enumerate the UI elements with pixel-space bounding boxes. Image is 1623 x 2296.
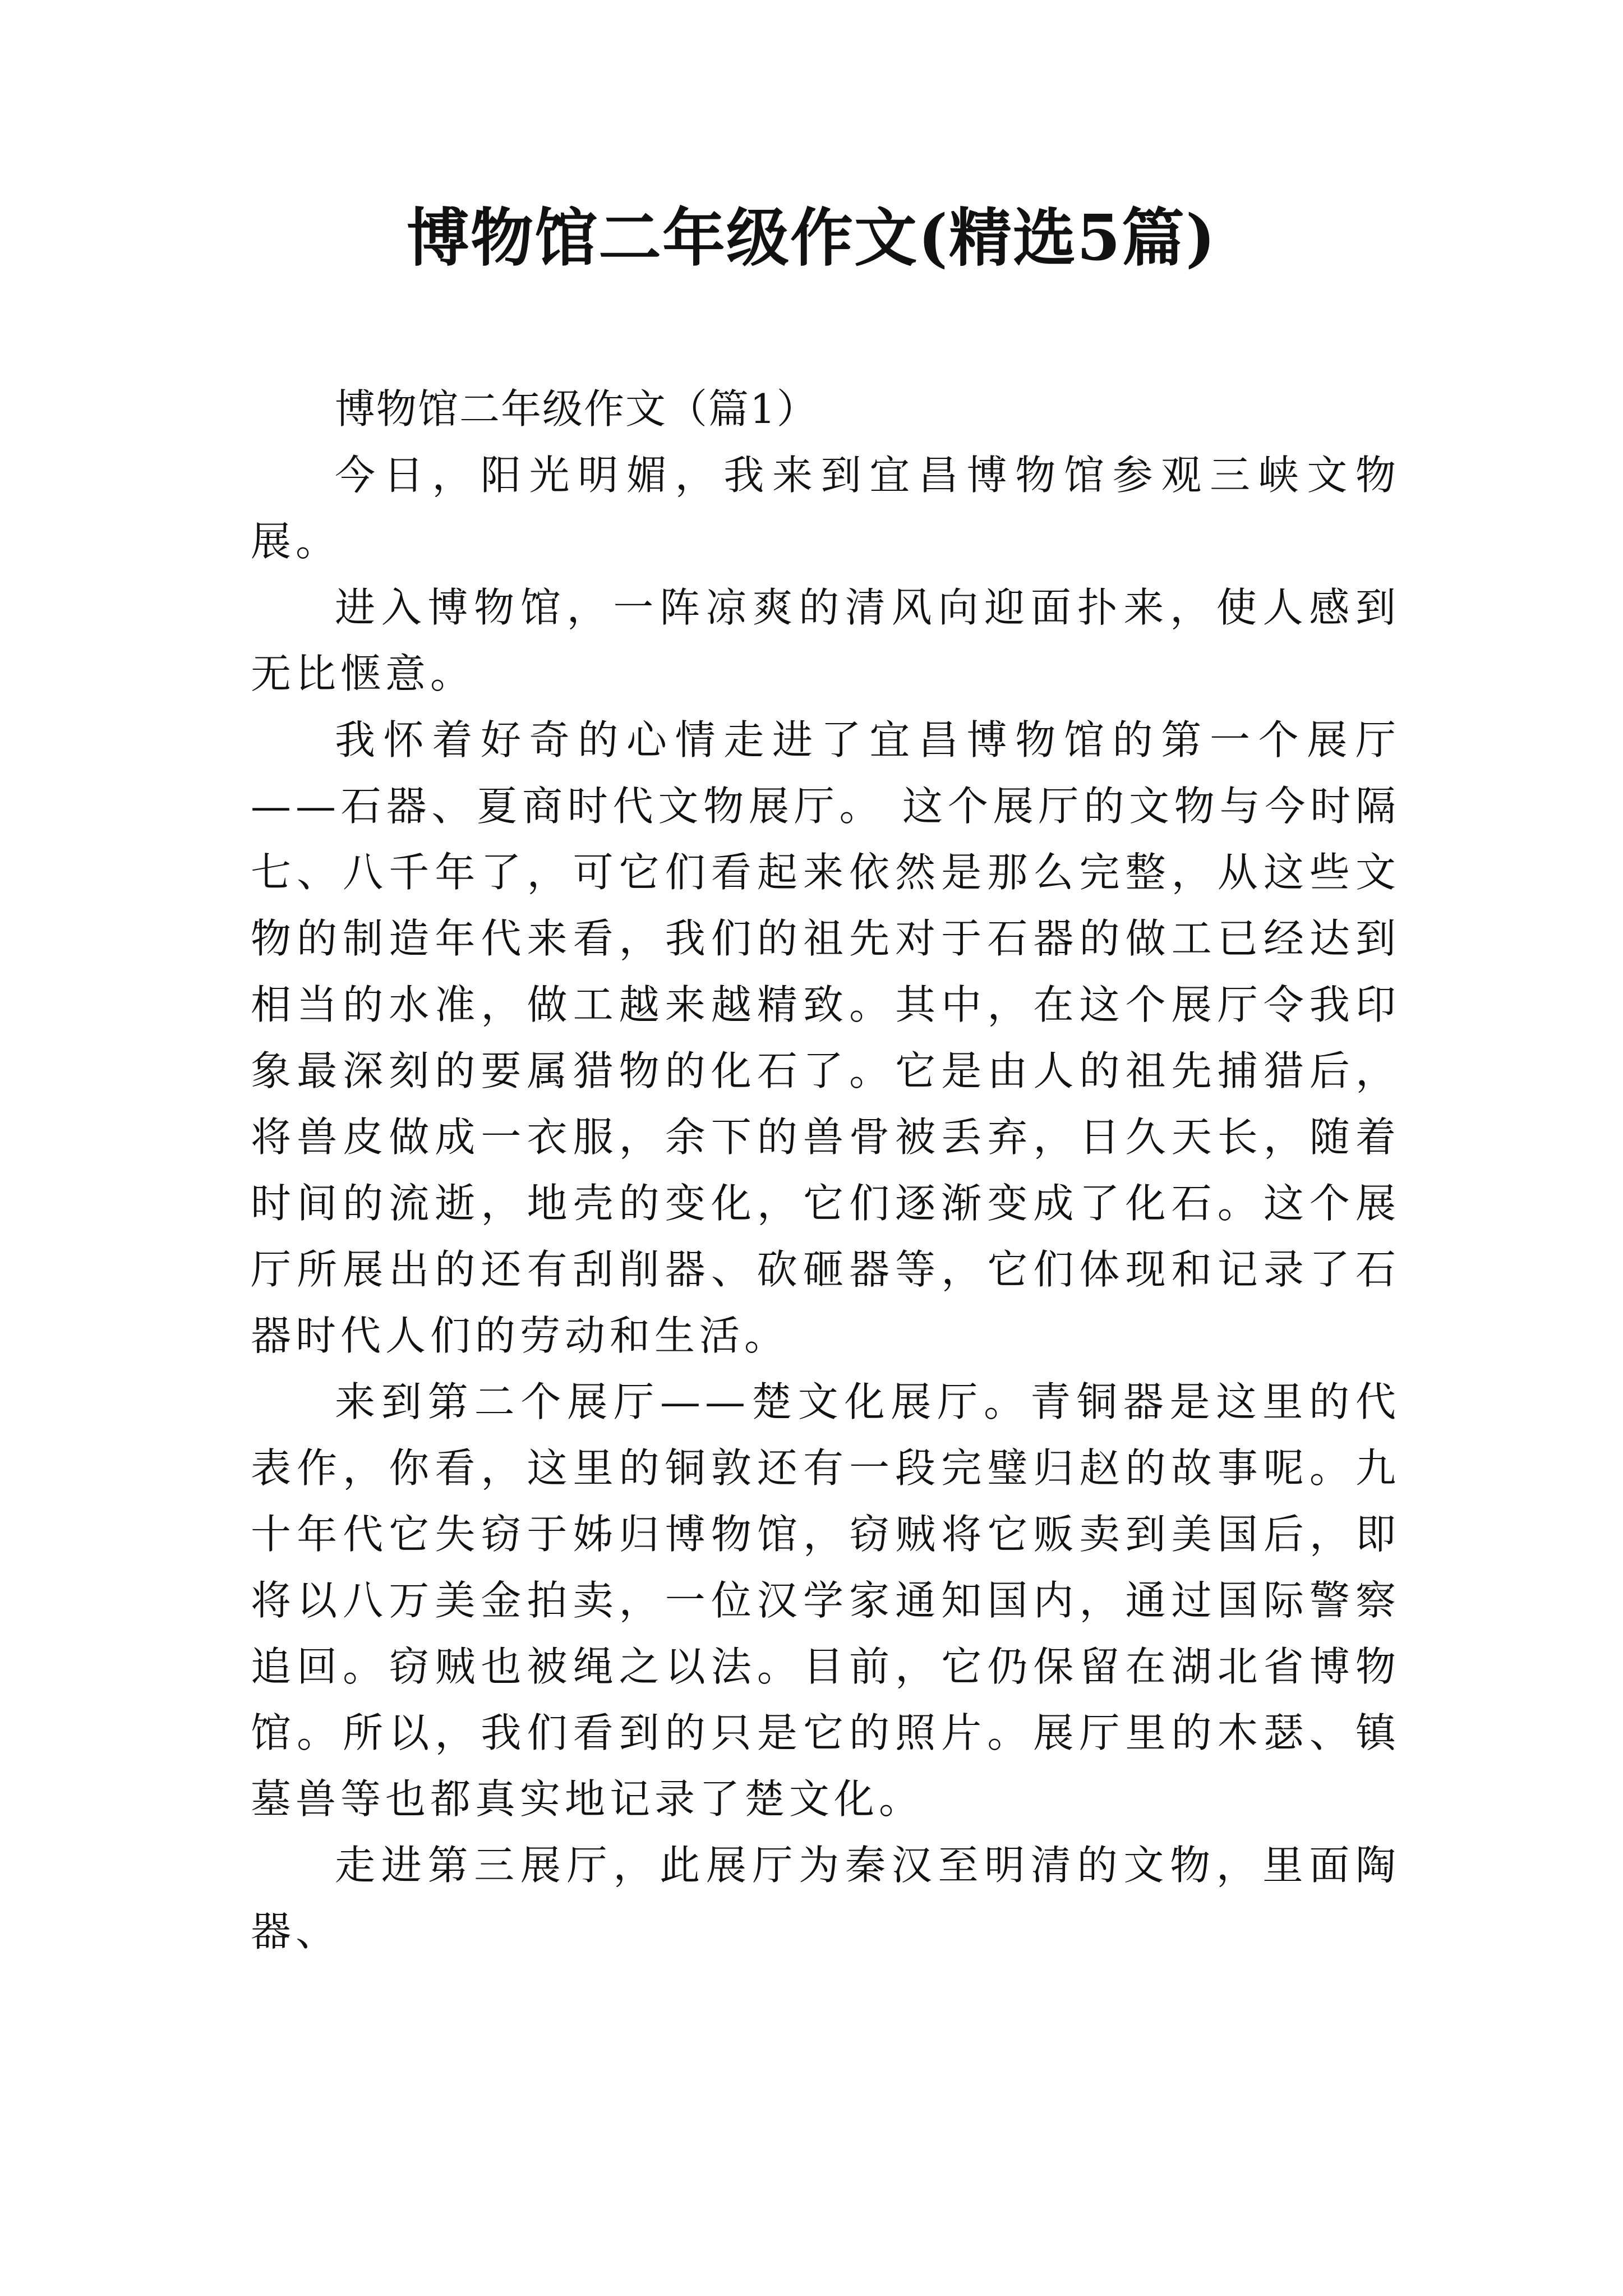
paragraph: 来到第二个展厅——楚文化展厅。青铜器是这里的代表作，你看，这里的铜敦还有一段完璧归赵的故事呢。九十年代它失窃于姊归博物馆，窃贼将它贩卖到美国后，即将以八万美金拍卖，一位汉学家通知国内，通过国际警察追回。窃贼也被绳之以法。目前，它仍保留在湖北省博物馆。所以，我们看到的只是它的照片。展厅里的木瑟、镇墓兽等也都真实地记录了楚文化。 — [251, 1378, 1400, 1823]
paragraph: 进入博物馆，一阵凉爽的清风向迎面扑来，使人感到无比惬意。 — [251, 584, 1400, 697]
document-title: 博物馆二年级作文(精选5篇) — [407, 201, 1216, 275]
section-heading: 博物馆二年级作文（篇1） — [335, 385, 818, 432]
paragraph: 我怀着好奇的心情走进了宜昌博物馆的第一个展厅——石器、夏商时代文物展厅。 这个展厅的文物与今时隔七、八千年了，可它们看起来依然是那么完整，从这些文物的制造年代来看，我们的祖先对于石器的做工已经达到相当的水准，做工越来越精致。其中，在这个展厅令我印象最深刻的要属猎物的化石了。它是由人的祖先捕猎后，将兽皮做成一衣服，余下的兽骨被丢弃，日久天长，随着时间的流逝，地壳的变化，它们逐渐变成了化石。这个展厅所展出的还有刮削器、砍砸器等，它们体现和记录了石器时代人们的劳动和生活。 — [251, 716, 1400, 1359]
paragraph: 走进第三展厅，此展厅为秦汉至明清的文物，里面陶器、 — [251, 1842, 1400, 1955]
paragraph: 今日，阳光明媚，我来到宜昌博物馆参观三峡文物展。 — [251, 452, 1400, 565]
document-body — [251, 376, 1400, 1964]
